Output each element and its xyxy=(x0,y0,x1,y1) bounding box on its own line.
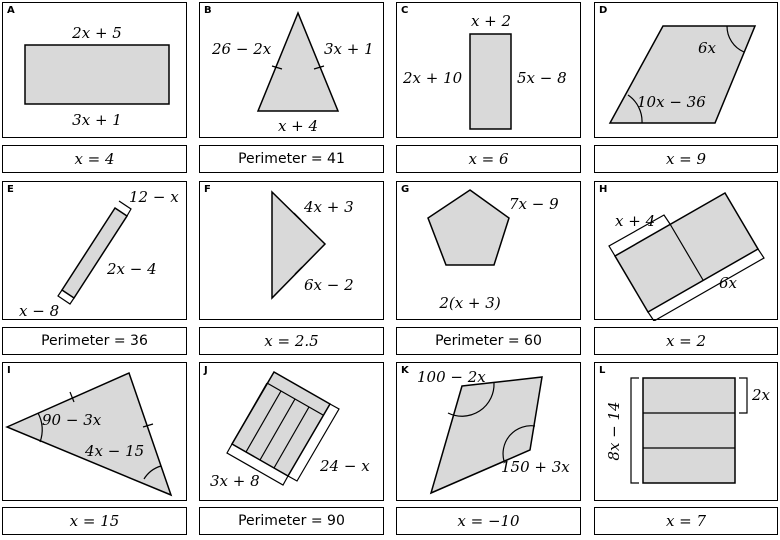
rectangle-shape xyxy=(25,45,169,104)
answer-box-k: x = −10 xyxy=(396,507,581,535)
height-label: 8x − 14 xyxy=(605,401,623,461)
right-side-label: 5x − 8 xyxy=(517,69,567,87)
left-side-label: 26 − 2x xyxy=(212,40,272,58)
section-label: 2x xyxy=(752,386,771,404)
answer-box-c: x = 6 xyxy=(396,145,581,173)
answer-box-f: x = 2.5 xyxy=(199,327,384,355)
card-letter: K xyxy=(401,365,409,376)
card-h xyxy=(594,181,778,320)
rectangle-diagram xyxy=(3,3,188,139)
isosceles-triangle-shape xyxy=(258,13,338,111)
answer-box-g: Perimeter = 60 xyxy=(396,327,581,355)
card-letter: J xyxy=(204,365,208,376)
tall-rectangle-diagram xyxy=(397,3,582,139)
height-bracket xyxy=(631,378,639,483)
base-label: 2(x + 3) xyxy=(439,294,501,312)
section-bracket xyxy=(739,378,747,413)
answer-box-l: x = 7 xyxy=(594,507,778,535)
bottom-side-label: 3x + 8 xyxy=(210,472,260,490)
parallelogram-diagram xyxy=(595,3,779,139)
answer-box-a: x = 4 xyxy=(2,145,187,173)
regular-pentagon-shape xyxy=(428,190,509,265)
bottom-short-side-label: x − 8 xyxy=(19,302,60,320)
card-j xyxy=(199,362,384,501)
card-letter: I xyxy=(7,365,11,376)
right-angle-label: 4x − 15 xyxy=(85,442,145,460)
left-angle-label: 90 − 3x xyxy=(42,411,102,429)
card-k xyxy=(396,362,581,501)
card-letter: A xyxy=(7,5,15,16)
card-d xyxy=(594,2,778,138)
top-angle-label: 6x xyxy=(698,39,717,57)
left-side-label: 2x + 10 xyxy=(403,69,463,87)
upper-side-label: 4x + 3 xyxy=(304,198,354,216)
answer-box-d: x = 9 xyxy=(594,145,778,173)
card-b xyxy=(199,2,384,138)
answer-box-b: Perimeter = 41 xyxy=(199,145,384,173)
triangle-diagram xyxy=(200,182,385,321)
card-g xyxy=(396,181,581,320)
card-letter: B xyxy=(204,5,212,16)
stacked-rectangle-diagram xyxy=(595,363,779,502)
triangle-shape xyxy=(7,373,171,495)
right-side-label: 3x + 1 xyxy=(324,40,374,58)
answer-box-i: x = 15 xyxy=(2,507,187,535)
striped-rectangle-diagram xyxy=(200,363,385,502)
long-side-label: 6x xyxy=(719,274,738,292)
card-letter: L xyxy=(599,365,606,376)
card-letter: D xyxy=(599,5,608,16)
bottom-angle-label: 10x − 36 xyxy=(637,93,706,111)
top-side-label: 2x + 5 xyxy=(72,24,122,42)
rotated-rectangle-shape xyxy=(62,208,127,298)
base-label: x + 4 xyxy=(277,117,319,135)
card-f xyxy=(199,181,384,320)
short-side-label: x + 4 xyxy=(615,212,656,230)
card-e xyxy=(2,181,187,320)
top-side-label: x + 2 xyxy=(470,12,512,30)
bottom-angle-label: 150 + 3x xyxy=(501,458,570,476)
card-c xyxy=(396,2,581,138)
card-i xyxy=(2,362,187,501)
lower-side-label: 6x − 2 xyxy=(304,276,354,294)
card-letter: H xyxy=(599,184,608,195)
triangle-diagram xyxy=(3,363,188,502)
card-letter: E xyxy=(7,184,14,195)
answer-box-h: x = 2 xyxy=(594,327,778,355)
answer-box-j: Perimeter = 90 xyxy=(199,507,384,535)
right-side-label: 24 − x xyxy=(320,457,370,475)
rectangle-shape xyxy=(643,378,735,483)
card-letter: F xyxy=(204,184,211,195)
side-label: 7x − 9 xyxy=(509,195,559,213)
card-a xyxy=(2,2,187,138)
pentagon-diagram xyxy=(397,182,582,321)
top-short-side-label: 12 − x xyxy=(129,188,179,206)
bottom-side-label: 3x + 1 xyxy=(72,111,122,129)
thin-rectangle-diagram xyxy=(3,182,188,321)
answer-box-e: Perimeter = 36 xyxy=(2,327,187,355)
quadrilateral-diagram xyxy=(397,363,582,502)
card-letter: C xyxy=(401,5,409,16)
card-letter: G xyxy=(401,184,410,195)
long-side-label: 2x − 4 xyxy=(107,260,157,278)
two-rectangle-diagram xyxy=(595,182,779,321)
triangle-diagram xyxy=(200,3,385,139)
top-angle-label: 100 − 2x xyxy=(417,368,486,386)
card-l xyxy=(594,362,778,501)
rectangle-shape xyxy=(470,34,511,129)
